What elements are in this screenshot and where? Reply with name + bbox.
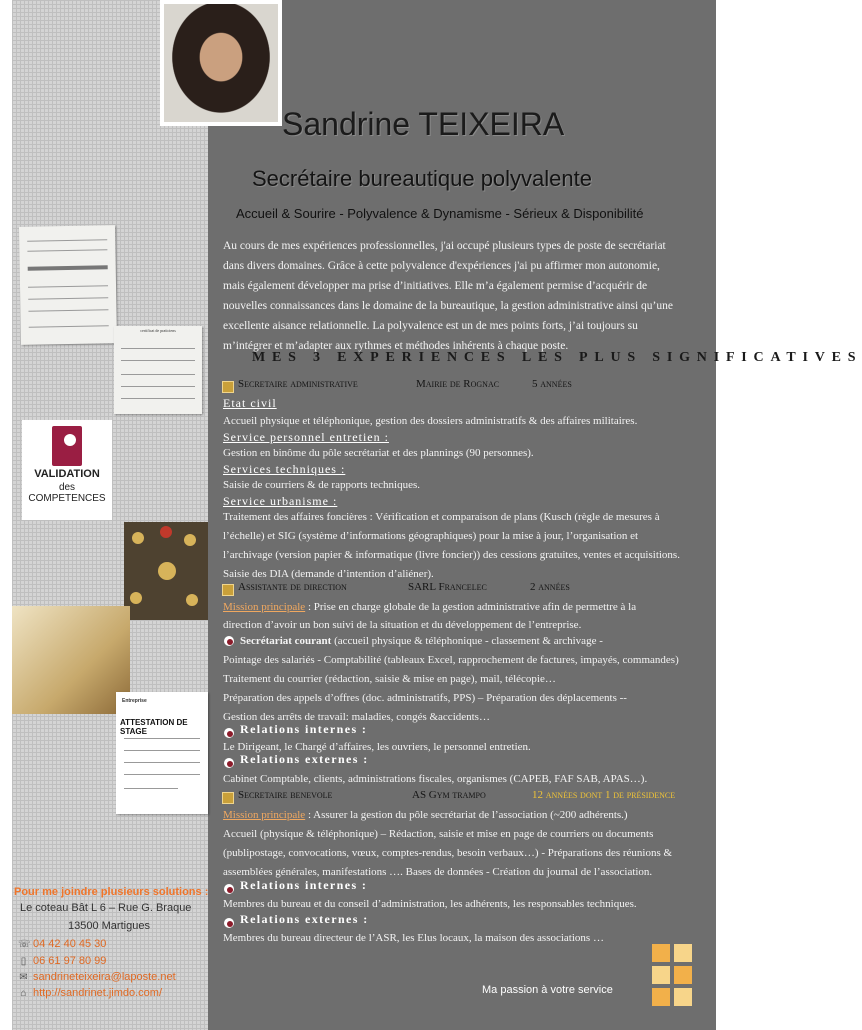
exp1-place: Mairie de Rognac — [416, 378, 500, 390]
exp1-text-4c: l’archivage (version papier & informatique (livre foncier)) des cessions gratuites, ventes et acquisitions. — [223, 549, 680, 561]
intro-line-5: excellente aisance relationnelle. La polyvalence est un de mes points forts, j’ai toujours su — [223, 320, 638, 332]
vae-text-2: des COMPETENCES — [28, 482, 106, 504]
intro-line-4: nouvelles connaissances dans le domaine de la bureautique, la gestion administrative ainsi qu’une — [223, 300, 673, 312]
exp1-heading-3: Services techniques : — [223, 462, 346, 476]
exp1-duration: 5 années — [532, 378, 572, 390]
contact-title: Pour me joindre plusieurs solutions : — [14, 886, 209, 898]
exp1-heading-2: Service personnel entretien : — [223, 430, 389, 444]
intro-line-1: Au cours de mes expériences professionnelles, j'ai occupé plusieurs types de poste de secrétariat — [223, 240, 666, 252]
vae-mark-icon — [52, 426, 82, 466]
address-line-1: Le coteau Bât L 6 – Rue G. Braque — [20, 902, 192, 914]
exp2-mission-line-2: direction d’avoir un bon suivi de la situation et du développement de l’entreprise. — [223, 619, 582, 631]
exp2-line-3: Préparation des appels d’offres (doc. administratifs, PPS) – Préparation des déplacements -- — [223, 692, 627, 704]
exp2-place: SARL Francelec — [408, 581, 487, 593]
exp2-role: Assistante de direction — [238, 581, 347, 593]
exp1-text-4a: Traitement des affaires foncières : Vérification et comparaison de plans (Kusch (règle de mesures à — [223, 511, 660, 523]
contact-block — [12, 882, 208, 1002]
phone-icon: ☏ — [18, 939, 31, 950]
vae-logo — [22, 420, 112, 520]
exp2-external-text: Cabinet Comptable, clients, administrations fiscales, organismes (CAPEB, FAF SAB, APAS…). — [223, 773, 648, 785]
square-bullet-icon — [222, 381, 234, 393]
exp2-internal-text: Le Dirigeant, le Chargé d’affaires, les ouvriers, le personnel entretien. — [223, 741, 531, 753]
website-link[interactable]: http://sandrinet.jimdo.com/ — [33, 987, 163, 999]
exp1-text-1: Accueil physique et téléphonique, gestion des dossiers administratifs & des affaires militaires. — [223, 415, 638, 427]
person-name: Sandrine TEIXEIRA — [282, 106, 565, 142]
cv-page — [12, 0, 862, 1030]
exp2-line-4: Gestion des arrêts de travail: maladies, congés &accidents… — [223, 711, 490, 723]
exp3-external-heading: Relations externes : — [240, 912, 369, 926]
intro-line-3: mais également développer ma prise d’initiatives. Elle m’a également permise d’acquérir de — [223, 280, 648, 292]
exp2-mission-line — [223, 598, 707, 617]
circle-bullet-icon — [224, 728, 234, 738]
circle-bullet-icon — [224, 758, 234, 768]
exp3-mission-line — [223, 806, 707, 825]
address-line-2: 13500 Martigues — [68, 920, 150, 932]
sidebar — [12, 0, 208, 1030]
email-link[interactable]: sandrineteixeira@laposte.net — [33, 971, 176, 983]
exp2-secretariat-line — [240, 632, 706, 651]
exp1-text-3: Saisie de courriers & de rapports techniques. — [223, 479, 421, 491]
exp3-line-2: (publipostage, convocations, vœux, comptes-rendus, besoin verbaux…) - Préparations des réunions & — [223, 847, 673, 859]
tagline: Accueil & Sourire - Polyvalence & Dynamisme - Sérieux & Disponibilité — [236, 206, 644, 221]
exp2-internal-heading: Relations internes : — [240, 722, 368, 736]
exp2-secretariat-label: Secrétariat courant — [240, 635, 332, 647]
exp2-mission-text: : Prise en charge globale de la gestion administrative afin de permettre à la — [305, 601, 637, 613]
square-bullet-icon — [222, 584, 234, 596]
exp2-duration: 2 années — [530, 581, 570, 593]
decor-square — [652, 988, 670, 1006]
exp3-line-1: Accueil (physique & téléphonique) – Rédaction, saisie et mise en page de courriers ou documents — [223, 828, 654, 840]
exp3-internal-heading: Relations internes : — [240, 878, 368, 892]
decor-square — [674, 944, 692, 962]
intro-line-2: dans divers domaines. Grâce à cette polyvalence d'expériences j'ai pu affirmer mon autonomie, — [223, 260, 660, 272]
exp3-mission-text: : Assurer la gestion du pôle secrétariat de l’association (~200 adhérents.) — [305, 809, 628, 821]
globe-icon: ⌂ — [20, 988, 27, 999]
exp2-external-heading: Relations externes : — [240, 752, 369, 766]
mobile-number[interactable]: 06 61 97 80 99 — [33, 955, 107, 967]
footer-slogan: Ma passion à votre service — [482, 984, 613, 996]
exp3-line-3: assemblées générales, manifestations …. Bases de données - Création du journal de l’association. — [223, 866, 653, 878]
exp2-line-1: Pointage des salariés - Comptabilité (tableaux Excel, rapprochement de factures, impayés, commandes) — [223, 654, 679, 666]
exp3-role: Secretaire benevole — [238, 789, 333, 801]
exp1-text-4d: Saisie des DIA (demande d’intention d’aliéner). — [223, 568, 434, 580]
website-row — [18, 987, 162, 999]
phone-row — [18, 938, 106, 950]
exp2-line-2: Traitement du courrier (rédaction, saisie & mise en page), mail, télécopie… — [223, 673, 556, 685]
exp1-heading-1: Etat civil — [223, 396, 277, 410]
internship-certificate — [116, 692, 208, 814]
exp1-heading-4: Service urbanisme : — [223, 494, 338, 508]
mindmap-image — [124, 522, 208, 620]
office-photo — [12, 606, 130, 714]
vae-text-1: VALIDATION — [34, 468, 100, 480]
exp2-mission-label: Mission principale — [223, 601, 306, 613]
exp1-role: Secretaire administrative — [238, 378, 358, 390]
phone-number[interactable]: 04 42 40 45 30 — [33, 938, 107, 950]
circle-bullet-icon — [224, 636, 234, 646]
intro-line-6: m’intégrer et m’adapter aux rythmes et méthodes inhérents à chaque poste. — [223, 340, 569, 352]
exp3-mission-label: Mission principale — [223, 809, 306, 821]
exp3-place: AS Gym trampo — [412, 789, 486, 801]
circle-bullet-icon — [224, 884, 234, 894]
certificate-title: certificat de praticiens — [140, 328, 176, 333]
decor-square — [674, 966, 692, 984]
decor-square — [652, 966, 670, 984]
job-title: Secrétaire bureautique polyvalente — [252, 166, 593, 191]
mobile-icon: ▯ — [20, 956, 27, 967]
exp3-external-text: Membres du bureau directeur de l’ASR, les Elus locaux, la maison des associations … — [223, 932, 604, 944]
profile-photo — [160, 0, 282, 126]
mail-icon: ✉ — [19, 972, 28, 983]
email-row — [18, 971, 176, 983]
decor-square — [652, 944, 670, 962]
decor-square — [674, 988, 692, 1006]
diploma-image — [19, 225, 117, 345]
exp1-text-2: Gestion en binôme du pôle secrétariat et des plannings (90 personnes). — [223, 447, 534, 459]
exp3-duration: 12 années dont 1 de présidence — [532, 789, 676, 801]
certificate-image — [114, 326, 202, 414]
square-bullet-icon — [222, 792, 234, 804]
exp2-secretariat-text: (accueil physique & téléphonique - classement & archivage - — [331, 635, 603, 647]
circle-bullet-icon — [224, 918, 234, 928]
section-title: MES 3 EXPERIENCES LES PLUS SIGNIFICATIVES — [252, 350, 862, 365]
mobile-row — [18, 955, 106, 967]
stage-small-label: Entreprise — [122, 698, 147, 704]
stage-title: ATTESTATION DE STAGE — [120, 718, 188, 736]
exp1-text-4b: l’échelle) et SIG (système d’informations géographiques) pour la mise à jour, l’organisation et — [223, 530, 639, 542]
exp3-internal-text: Membres du bureau et du conseil d’administration, les adhérents, les responsables techniques. — [223, 898, 637, 910]
